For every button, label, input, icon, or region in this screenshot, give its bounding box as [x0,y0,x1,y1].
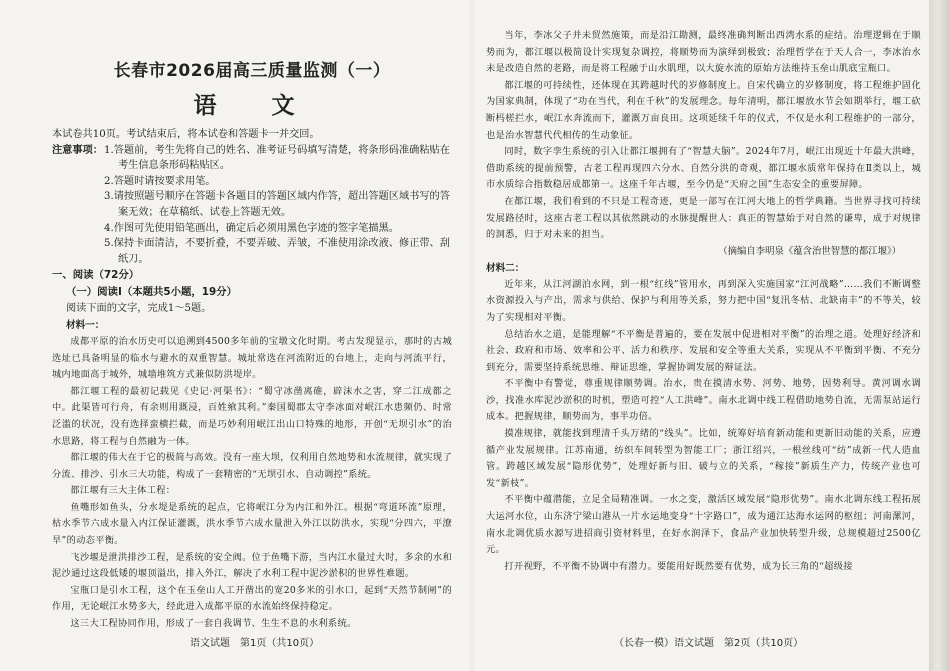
passage-paragraph: 在都江堰，我们看到的不只是工程奇迹，更是一部写在江河大地上的哲学典籍。当世界寻找可持续发展路径时，这座古老工程以其依然跳动的水脉提醒世人：真正的智慧始于对自然的谦卑，成于对规律的洞悉，归于对未来的担当。 [486,195,921,241]
passage-paragraph: 都江堰的伟大在于它的极简与高效。没有一座大坝，仅利用自然地势和水流规律，就实现了分流、排沙、引水三大功能，构成了一套精密的“无坝引水、自动调控”系统。 [52,452,452,480]
notice-item: 4.作图可先使用铅笔画出，确定后必须用黑色字迹的签字笔描黑。 [104,222,399,234]
passage-paragraph: 不平衡中有警觉，尊重规律顺势调。治水，贵在摸清水势、河势、地势，因势利导。黄河调水调沙，找准水库泥沙淤积的时机，塑造可控“人工洪峰”。南水北调中线工程借助地势自流，无需泵站运行成本。把握规律，顺势而为，事半功倍。 [486,378,921,423]
passage-paragraph: 近年来，从江河湖泊水网，到一根“红线”管用水，再到深入实施国家“江河战略”……我们不断调整水资源投入与产出，需求与供给、保护与利用等关系，努力把中国“复汛冬枯、北缺南丰”的不等关，较为了实现相对平衡。 [486,278,921,323]
exam-page-1 [0,0,470,671]
passage-paragraph: 都江堰的可持续性，还体现在其跨越时代的岁修制度上。自宋代确立的岁修制度，将工程维护固化为国家典制，体现了“功在当代，利在千秋”的发展理念。每年清明，都江堰放水节会如期举行，堰工砍断杩槎拦水，岷江水奔流而下，灌溉万亩良田。这项延续千年的仪式，不仅是水利工程维护的一部分，也是治水智慧代代相传的生动象征。 [486,79,921,141]
passage-paragraph: 都江堰有三大主体工程： [70,485,176,497]
source-citation: （摘编自李明泉《蕴含治世智慧的都江堰》） [718,245,901,257]
reading-instruction: 阅读下面的文字，完成1～5题。 [66,303,212,315]
notice-block [52,143,452,268]
subsection-heading: （一）阅读Ⅰ（本题共5小题，19分） [66,286,238,299]
page-footer: 语文试题 第1页（共10页） [190,638,320,649]
passage-paragraph: 成都平原的治水历史可以追溯到4500多年前的宝墩文化时期。考古发现显示，那时的古城选址已具备明显的临水与避水的双重智慧。城址常选在河流附近的台地上，走向与河流平行，城内地面高于城外，城墙堆筑方式兼似防洪堤岸。 [52,335,452,381]
passage-paragraph: 鱼嘴形如鱼头，分水堤是系统的起点，它将岷江分为内江和外江。根据“弯道环流”原理，枯水季节六成水量入内江保证灌溉，洪水季节六成水量泄入外江以防洪水，实现“分四六，平潦旱”的动态平衡。 [52,501,452,547]
passage-paragraph: 当年，李冰父子并未贸然施策，而是沿江勘测，最终准确判断出西湾水系的症结。治理逻辑在于顺势而为，都江堰以极简设计实现复杂调控，将顺势而为演绎到极致；治理哲学在于天人合一，李冰治水未是改造自然的老路，而是将工程融于山水肌理，以大旋水流的原始方法维持玉垒山肌底宝瓶口。 [486,30,921,75]
notice-item: 5.保持卡面清洁，不要折叠，不要弄破、弄皱，不准使用涂改液、修正带、刮纸刀。 [104,238,450,265]
passage-paragraph: 宝瓶口是引水工程，这个在玉垒山人工开凿出的宽20多米的引水口，起到“天然节制闸”的作用，无论岷江水势多大，经此进入成都平原的水流始终保持稳定。 [52,584,452,613]
notice-item: 3.请按照题号顺序在答题卡各题目的答题区域内作答，超出答题区域书写的答案无效；在草稿纸、试卷上答题无效。 [104,191,450,218]
material-label: 材料二： [486,262,525,274]
passage-paragraph: 都江堰工程的最初记载见《史记·河渠书》：“蜀守冰凿离碓，辟沫水之害，穿二江成都之中。此渠皆可行舟，有余则用溉浸，百姓飨其利。”秦国蜀郡太守李冰面对岷江水患频仍、时常泛滥的状况，没有选择蛮横拦截，而是巧妙利用岷江出山口特殊的地形，开创“无坝引水”的治水思路，将工程与自然融为一体。 [52,385,452,447]
section-heading: 一、阅读（72分） [52,269,140,282]
passage-paragraph: 不平衡中蕴潜能，立足全局精准调。一水之变，激活区域发展“隐形优势”。南水北调东线工程拓展大运河水位，山东济宁梁山港从一片水运地变身“十字路口”，成为通江达海水运网的枢纽；河南漯河，南水北调优质水源写进招商引资材料里，在好水润泽下，食品产业加快转型升级，总规模超过2500亿元。 [486,494,921,556]
notice-item: 1.答题前，考生先将自己的姓名、准考证号码填写清楚，将条形码准确粘贴在考生信息条形码粘贴区。 [104,144,450,172]
page-footer: （长春一模）语文试题 第2页（共10页） [614,638,804,649]
exam-intro: 本试卷共10页。考试结束后，将本试卷和答题卡一并交回。 [52,129,320,140]
exam-title: 长春市2026届高三质量监测（一） [113,61,391,81]
subject-title: 语 文 [193,93,311,119]
passage-paragraph: 摸准规律，就能找到理清千头万绪的“线头”。比如，统筹好培育新动能和更新旧动能的关系，应遵循产业发展规律。江苏南通，纺织车间转型为智能工厂；浙江绍兴，一根丝线可“纺”成新一代人造血管。跨越区域发展“隐形优势”，处理好新与旧、破与立的关系，“稼接”新质生产力，传统产业也可发“新枝”。 [486,428,921,489]
scan-edge [929,0,950,671]
notice-item: 2.答题时请按要求用笔。 [104,175,216,187]
material-label: 材料一： [66,319,105,331]
notice-label: 注意事项： [52,143,103,156]
passage-paragraph: 飞沙堰是泄洪排沙工程，是系统的安全阀。位于鱼嘴下游，当内江水量过大时，多余的水和泥沙通过这段低矮的堰顶溢出，排入外江，解决了水利工程中泥沙淤积的世界性难题。 [52,551,452,580]
passage-paragraph: 总结治水之道，是能理解“不平衡是普遍的，要在发展中促进相对平衡”的治理之道。处理好经济和社会、政府和市场、效率和公平、活力和秩序、发展和安全等重大关系，实现从不平衡到平衡、不充分到充分，需要坚持系统思维、辩证思维，掌握协调发展的辩证法。 [486,328,921,373]
passage-paragraph: 同时，数字孪生系统的引入让都江堰拥有了“智慧大脑”。2024年7月，岷江出现近十年最大洪峰，借助系统的提前预警，古老工程再现四六分水、自然分洪的奇观，都江堰水质常年保持在Ⅱ类以上，城市水质综合指数稳居成都第一。这座千年古堰，至今仍是“天府之国”生态安全的重要屏障。 [486,146,921,191]
passage-paragraph: 打开视野，不平衡不协调中有潜力。要能用好既然要有优势，成为长三角的“超级接 [504,560,853,572]
exam-page-2 [474,0,929,671]
passage-paragraph: 这三大工程协同作用，形成了一套自我调节、生生不息的水利系统。 [70,618,357,630]
